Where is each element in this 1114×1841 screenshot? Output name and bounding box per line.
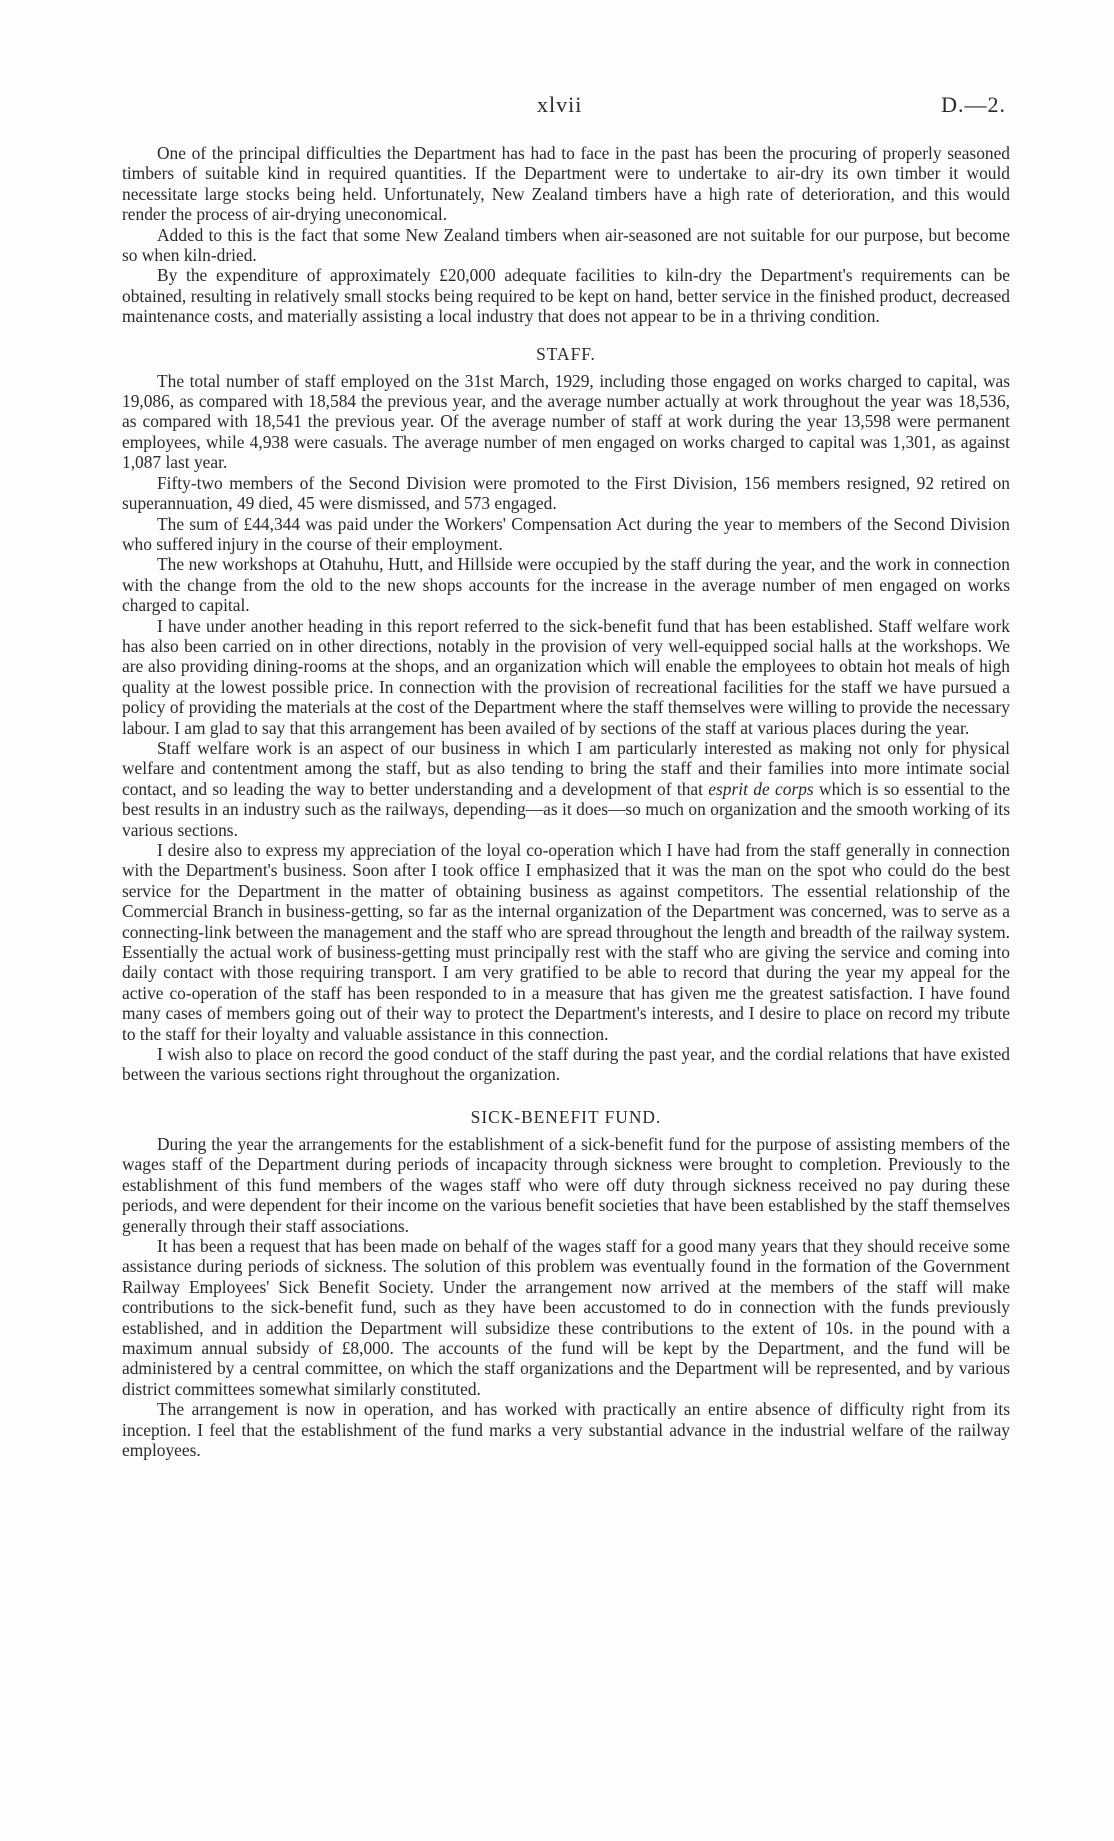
page-header (0, 92, 1114, 122)
paragraph: The total number of staff employed on the 31st March, 1929, including those engaged on works charged to capital, was 19,086, as compared with 18,584 the previous year, and the average number actually at work throughout the year was 18,536, as compared with 18,541 the previous year. Of the average number of staff at work during the year 13,598 were permanent employees, while 4,938 were casuals. The average number of men engaged on works charged to capital was 1,301, as against 1,087 last year. (122, 370, 1010, 473)
paragraph: The arrangement is now in operation, and has worked with practically an entire absence of difficulty right from its inception. I feel that the establishment of the fund marks a very substantial advance in the industrial welfare of the railway employees. (122, 1399, 1010, 1460)
paragraph: By the expenditure of approximately £20,000 adequate facilities to kiln-dry the Department's requirements can be obtained, resulting in relatively small stocks being required to be kept on hand, better service in the finished product, decreased maintenance costs, and materially assisting a local industry that does not appear to be in a thriving condition. (122, 265, 1010, 327)
paragraph: The new workshops at Otahuhu, Hutt, and Hillside were occupied by the staff during the year, and the work in connection with the change from the old to the new shops accounts for the increase in the average number of men engaged on works charged to capital. (122, 554, 1010, 616)
section-heading-staff: STAFF. (536, 343, 596, 364)
paragraph: I desire also to express my appreciation of the loyal co-operation which I have had from the staff generally in connection with the Department's business. Soon after I took office I emphasized that it was the man on the spot who could do the best service for the Department in the matter of obtaining business as against competitors. The essential relationship of the Commercial Branch in business-getting, so far as the internal organization of the Department was concerned, was to serve as a connecting-link between the management and the staff who are spread throughout the length and breadth of the railway system. Essentially the actual work of business-getting must principally rest with the staff who are giving the service and coming into daily contact with those requiring transport. I am very gratified to be able to record that during the year my appeal for the active co-operation of the staff has been responded to in a measure that has given me the greatest satisfaction. I have found many cases of members going out of their way to protect the Department's interests, and I desire to place on record my tribute to the staff for their loyalty and valuable assistance in this connection. (122, 840, 1010, 1044)
page-body (122, 143, 1010, 1460)
paragraph: During the year the arrangements for the establishment of a sick-benefit fund for the purpose of assisting members of the wages staff of the Department during periods of incapacity through sickness were brought to completion. Previously to the establishment of this fund members of the wages staff who were off duty through sickness received no pay during these periods, and were dependent for their income on the various benefit societies that have been established by the staff themselves generally through their staff associations. (122, 1133, 1010, 1236)
paragraph: One of the principal difficulties the Department has had to face in the past has been the procuring of properly seasoned timbers of suitable kind in required quantities. If the Department were to undertake to air-dry its own timber it would necessitate large stocks being held. Unfortunately, New Zealand timbers have a high rate of deterioration, and this would render the process of air-drying uneconomical. (122, 143, 1010, 225)
paragraph: I have under another heading in this report referred to the sick-benefit fund that has been established. Staff welfare work has also been carried on in other directions, notably in the provision of very well-equipped social halls at the workshops. We are also providing dining-rooms at the shops, and an organization which will enable the employees to obtain hot meals of high quality at the lowest possible price. In connection with the provision of recreational facilities for the staff we have pursued a policy of providing the materials at the cost of the Department where the staff themselves were willing to provide the necessary labour. I am glad to say that this arrangement has been availed of by sections of the staff at various places during the year. (122, 615, 1010, 738)
paragraph: I wish also to place on record the good conduct of the staff during the past year, and the cordial relations that have existed between the various sections right throughout the organization. (122, 1044, 1010, 1085)
paragraph: Added to this is the fact that some New Zealand timbers when air-seasoned are not suitable for our purpose, but become so when kiln-dried. (122, 224, 1010, 266)
timber-section (122, 143, 1010, 327)
welfare-text-after: which is so essential to the best results in an industry such as the railways, depending—as it does—so much on organization and the smooth working of its various sections. (122, 778, 1010, 840)
welfare-italic-phrase: esprit de corps (708, 778, 814, 799)
sick-benefit-section (122, 1107, 1010, 1461)
paragraph: It has been a request that has been made on behalf of the wages staff for a good many years that they should receive some assistance during periods of sickness. The solution of this problem was eventually found in the formation of the Government Railway Employees' Sick Benefit Society. Under the arrangement now arrived at the members of the staff will make contributions to the sick-benefit fund, such as they have been accustomed to do in connection with the funds previously established, and in addition the Department will subsidize these contributions to the extent of 10s. in the pound with a maximum annual subsidy of £8,000. The accounts of the fund will be kept by the Department, and the fund will be administered by a central committee, on which the staff organizations and the Department will be represented, and by various district committees somewhat similarly constituted. (122, 1235, 1010, 1399)
welfare-paragraph (122, 738, 1010, 840)
paragraph: The sum of £44,344 was paid under the Workers' Compensation Act during the year to members of the Second Division who suffered injury in the course of their employment. (122, 513, 1010, 554)
staff-section (122, 344, 1010, 1085)
section-heading-sick-benefit: SICK-BENEFIT FUND. (470, 1106, 662, 1127)
paragraph: Fifty-two members of the Second Division were promoted to the First Division, 156 members resigned, 92 retired on superannuation, 49 died, 45 were dismissed, and 573 engaged. (122, 472, 1010, 514)
welfare-text-before: Staff welfare work is an aspect of our business in which I am particularly interested as making not only for physical welfare and contentment among the staff, but as also tending to bring the staff and their families into more intimate social contact, and so leading the way to better understanding and a development of that (122, 737, 1010, 799)
page-number: xlvii (537, 92, 583, 117)
document-reference: D.—2. (941, 92, 1006, 117)
